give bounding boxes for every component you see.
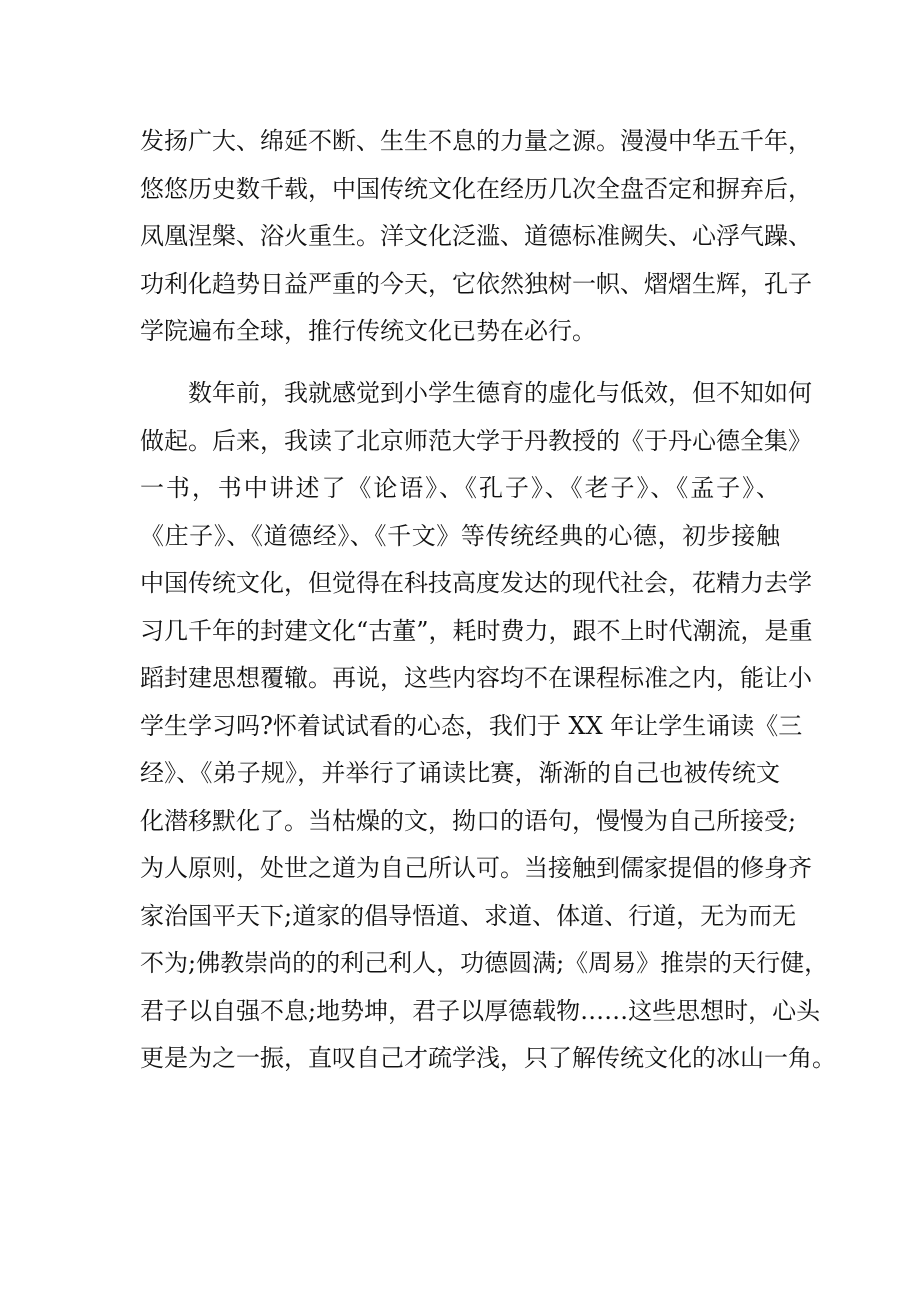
paragraph-line: 不为;佛教崇尚的的利己利人，功德圆满;《周易》推崇的天行健， [140, 949, 829, 977]
paragraph-line: 蹈封建思想覆辙。再说，这些内容均不在课程标准之内，能让小 [140, 664, 812, 692]
paragraph-line: 君子以自强不息;地势坤，君子以厚德载物……这些思想时，心头 [140, 996, 821, 1025]
paragraph-line: 发扬广大、绵延不断、生生不息的力量之源。漫漫中华五千年， [140, 127, 812, 155]
paragraph-line: 学院遍布全球，推行传统文化已势在必行。 [140, 317, 596, 345]
paragraph-line: 中国传统文化，但觉得在科技高度发达的现代社会，花精力去学 [140, 569, 812, 597]
paragraph-line: 化潜移默化了。当枯燥的文，拗口的语句，慢慢为自己所接受; [140, 806, 797, 835]
paragraph-line: 数年前，我就感觉到小学生德育的虚化与低效，但不知如何 [188, 379, 812, 407]
paragraph-line: 凤凰涅槃、浴火重生。洋文化泛滥、道德标准阙失、心浮气躁、 [140, 222, 812, 250]
paragraph-2 [140, 370, 836, 1083]
paragraph-line: 功利化趋势日益严重的今天，它依然独树一帜、熠熠生辉，孔子 [140, 269, 812, 298]
paragraph-line: 悠悠历史数千载，中国传统文化在经历几次全盘否定和摒弃后， [140, 174, 812, 203]
paragraph-line: 一书，书中讲述了《论语》、《孔子》、《老子》、《孟子》、 [140, 474, 780, 502]
paragraph-line: 经》、《弟子规》，并举行了诵读比赛，渐渐的自己也被传统文 [140, 759, 780, 787]
paragraph-line: 更是为之一振，直叹自己才疏学浅，只了解传统文化的冰山一角。 [140, 1044, 836, 1072]
paragraph-line: 做起。后来，我读了北京师范大学于丹教授的《于丹心德全集》 [140, 426, 812, 455]
paragraph-line: 为人原则，处世之道为自己所认可。当接触到儒家提倡的修身齐 [140, 854, 812, 882]
paragraph-line: 习几千年的封建文化“古董”，耗时费力，跟不上时代潮流，是重 [140, 616, 813, 645]
paragraph-line: 《庄子》、《道德经》、《千文》等传统经典的心德，初步接触 [140, 521, 780, 550]
paragraph-line: 学生学习吗?怀着试试看的心态，我们于 XX 年让学生诵读《三 [140, 711, 803, 740]
paragraph-1 [140, 118, 812, 356]
paragraph-line: 家治国平天下;道家的倡导悟道、求道、体道、行道，无为而无 [140, 901, 797, 930]
